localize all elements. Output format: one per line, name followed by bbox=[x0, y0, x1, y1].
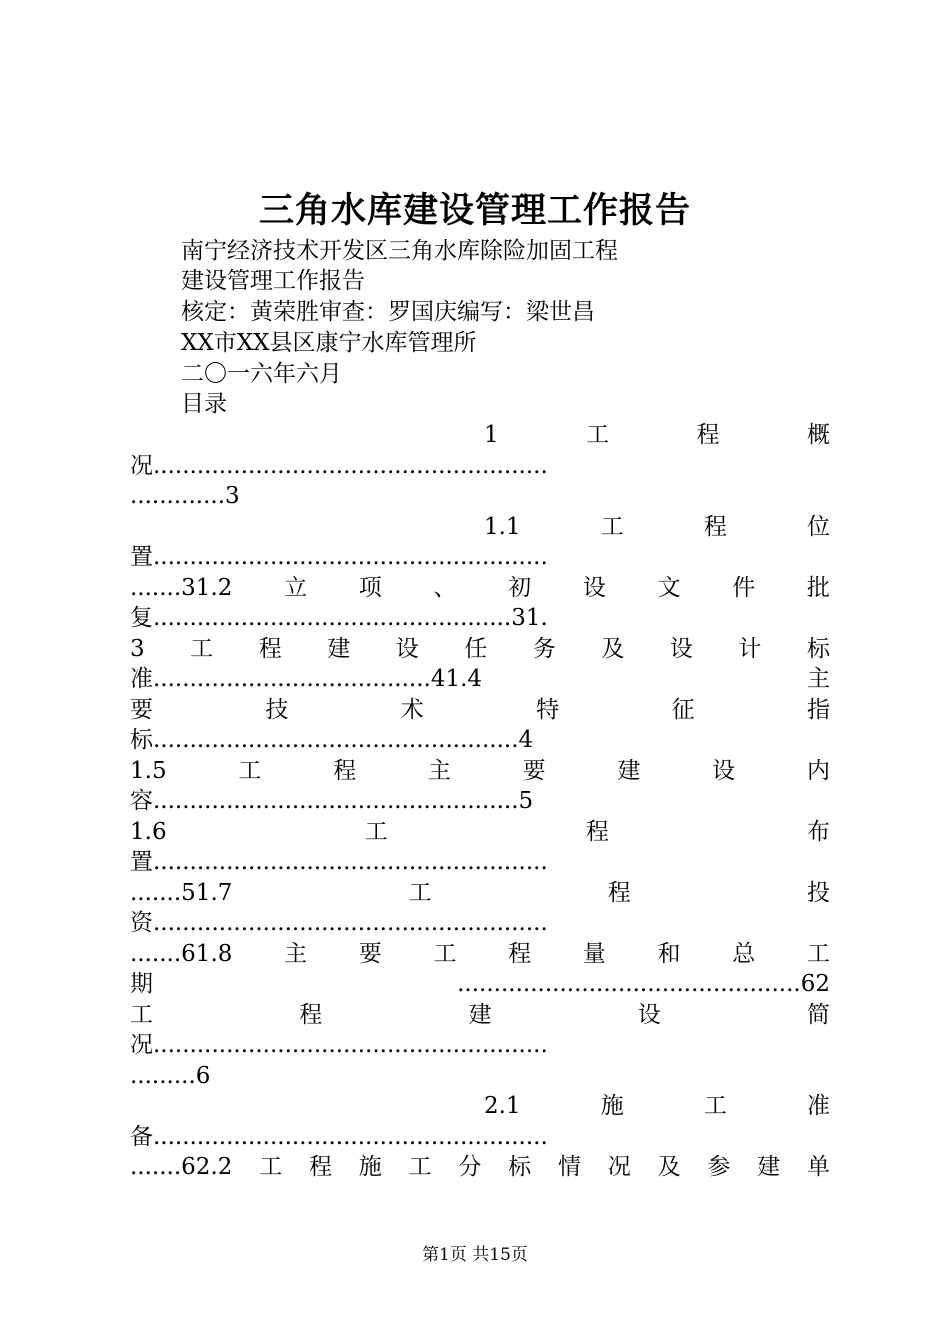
toc-line bbox=[130, 542, 830, 572]
toc-text: 术 bbox=[400, 696, 424, 723]
toc-text: 总 bbox=[732, 940, 756, 967]
toc-text: 施 bbox=[600, 1093, 624, 1119]
toc-text: 工 bbox=[130, 1001, 153, 1028]
toc-text: .......62.2 bbox=[130, 1154, 233, 1180]
toc-line bbox=[130, 847, 830, 877]
toc-text: 件 bbox=[732, 574, 756, 601]
toc-text: 况...................................................... bbox=[130, 1032, 548, 1058]
toc-text: 准......................................41.4 bbox=[130, 666, 483, 692]
toc-line bbox=[484, 512, 830, 542]
toc-text: 位 bbox=[807, 513, 830, 540]
toc-text: 及 bbox=[657, 1154, 681, 1180]
toc-text: 简 bbox=[807, 1001, 830, 1028]
toc-text: 及 bbox=[601, 635, 625, 662]
toc-text: .......51.7 bbox=[130, 879, 233, 906]
report-subtitle: 建设管理工作报告 bbox=[181, 268, 365, 294]
toc-heading: 目录 bbox=[181, 391, 227, 417]
toc-text: 批 bbox=[806, 574, 830, 601]
toc-text: 要 bbox=[522, 757, 546, 784]
toc-line bbox=[130, 664, 830, 694]
toc-line bbox=[130, 1061, 830, 1091]
toc-text: 务 bbox=[532, 635, 556, 662]
organization-line: XX市XX县区康宁水库管理所 bbox=[181, 330, 477, 356]
toc-text: 参 bbox=[707, 1154, 731, 1180]
toc-text: 计 bbox=[738, 635, 762, 662]
toc-text: 工 bbox=[408, 879, 432, 906]
toc-line bbox=[130, 634, 830, 664]
toc-text: 、 bbox=[433, 574, 457, 601]
toc-text: 资...................................................... bbox=[130, 910, 548, 936]
toc-text: 布 bbox=[807, 818, 830, 845]
toc-text: 标 bbox=[806, 635, 830, 662]
toc-text: 程 bbox=[333, 757, 357, 784]
toc-text: 程 bbox=[308, 1154, 332, 1180]
toc-text: 初 bbox=[508, 574, 532, 601]
toc-text: 项 bbox=[358, 574, 382, 601]
toc-text: 要 bbox=[358, 940, 382, 967]
toc-text: .......31.2 bbox=[130, 574, 233, 601]
toc-text: 主 bbox=[284, 940, 308, 967]
toc-text: 标 bbox=[508, 1154, 532, 1180]
toc-line bbox=[484, 1091, 830, 1121]
toc-text: 2.1 bbox=[484, 1093, 521, 1119]
toc-line bbox=[130, 878, 830, 908]
toc-text: 特 bbox=[536, 696, 560, 723]
toc-line bbox=[130, 481, 830, 511]
toc-line bbox=[130, 817, 830, 847]
toc-line bbox=[130, 786, 830, 816]
toc-text: 设 bbox=[712, 757, 736, 784]
toc-text: 建 bbox=[757, 1154, 781, 1180]
toc-text: 主 bbox=[807, 666, 830, 692]
toc-text: 工 bbox=[408, 1154, 432, 1180]
toc-text: .........6 bbox=[130, 1062, 211, 1089]
toc-line bbox=[484, 420, 830, 450]
toc-text: 文 bbox=[657, 574, 681, 601]
document-title: 三角水库建设管理工作报告 bbox=[258, 190, 691, 231]
toc-text: 主 bbox=[427, 757, 451, 784]
toc-text: .............3 bbox=[130, 483, 240, 509]
toc-text: 期 bbox=[130, 971, 153, 997]
toc-text: ...............................................62 bbox=[457, 971, 830, 997]
toc-text: 建 bbox=[468, 1001, 492, 1028]
toc-text: 程 bbox=[585, 818, 609, 845]
toc-text: 程 bbox=[299, 1001, 323, 1028]
toc-text: 设 bbox=[669, 635, 693, 662]
toc-text: 情 bbox=[557, 1154, 581, 1180]
toc-text: 概 bbox=[807, 422, 830, 448]
toc-line bbox=[130, 573, 830, 603]
toc-text: 设 bbox=[395, 635, 419, 662]
toc-text: 复.................................................31. bbox=[130, 605, 548, 631]
toc-line bbox=[130, 756, 830, 786]
toc-line bbox=[130, 451, 830, 481]
toc-line bbox=[130, 603, 830, 633]
toc-text: 施 bbox=[358, 1154, 382, 1180]
toc-line bbox=[130, 939, 830, 969]
toc-line bbox=[130, 908, 830, 938]
toc-text: 程 bbox=[696, 422, 720, 448]
page-footer: 第1页 共15页 bbox=[422, 1245, 528, 1265]
toc-text: 工 bbox=[238, 757, 262, 784]
toc-text: 标..................................................4 bbox=[130, 727, 534, 753]
toc-text: 工 bbox=[586, 422, 610, 448]
toc-text: 设 bbox=[582, 574, 606, 601]
toc-line bbox=[130, 1000, 830, 1030]
toc-text: 1.6 bbox=[130, 818, 167, 845]
toc-text: .......61.8 bbox=[130, 940, 233, 967]
toc-text: 工 bbox=[806, 940, 830, 967]
toc-text: 备...................................................... bbox=[130, 1123, 548, 1150]
toc-text: 和 bbox=[657, 940, 681, 967]
toc-text: 建 bbox=[327, 635, 351, 662]
toc-text: 工 bbox=[259, 1154, 283, 1180]
toc-text: 程 bbox=[607, 879, 631, 906]
toc-text: 建 bbox=[617, 757, 641, 784]
credits-line: 核定：黄荣胜审查：罗国庆编写：梁世昌 bbox=[181, 299, 595, 325]
toc-text: 要 bbox=[130, 696, 153, 723]
toc-text: 征 bbox=[671, 696, 695, 723]
toc-text: 容..................................................5 bbox=[130, 788, 534, 814]
toc-text: 工 bbox=[190, 635, 214, 662]
toc-text: 准 bbox=[807, 1093, 830, 1119]
toc-line bbox=[130, 725, 830, 755]
toc-text: 设 bbox=[637, 1001, 661, 1028]
date-line: 二〇一六年六月 bbox=[181, 361, 342, 387]
toc-text: 1 bbox=[484, 422, 499, 448]
toc-text: 工 bbox=[364, 818, 388, 845]
toc-text: 况...................................................... bbox=[130, 452, 548, 479]
toc-line bbox=[130, 1122, 830, 1152]
toc-text: 置...................................................... bbox=[130, 849, 548, 875]
toc-line bbox=[130, 969, 830, 999]
toc-line bbox=[130, 1152, 830, 1182]
toc-text: 工 bbox=[600, 513, 624, 540]
toc-text: 指 bbox=[806, 696, 830, 723]
toc-text: 任 bbox=[464, 635, 488, 662]
toc-text: 程 bbox=[258, 635, 282, 662]
toc-text: 分 bbox=[458, 1154, 482, 1180]
toc-text: 程 bbox=[508, 940, 532, 967]
project-name: 南宁经济技术开发区三角水库除险加固工程 bbox=[181, 238, 618, 264]
toc-text: 内 bbox=[806, 757, 830, 784]
toc-text: 3 bbox=[130, 635, 145, 662]
toc-text: 单 bbox=[806, 1154, 830, 1180]
toc-text: 程 bbox=[703, 513, 727, 540]
toc-text: 置...................................................... bbox=[130, 544, 548, 570]
toc-line bbox=[130, 1030, 830, 1060]
toc-text: 1.1 bbox=[484, 513, 521, 540]
toc-text: 技 bbox=[265, 696, 289, 723]
toc-text: 投 bbox=[807, 879, 830, 906]
toc-line bbox=[130, 695, 830, 725]
toc-text: 工 bbox=[433, 940, 457, 967]
toc-text: 立 bbox=[284, 574, 308, 601]
toc-text: 量 bbox=[582, 940, 606, 967]
toc-text: 工 bbox=[703, 1093, 727, 1119]
toc-text: 况 bbox=[607, 1154, 631, 1180]
toc-text: 1.5 bbox=[130, 757, 167, 784]
